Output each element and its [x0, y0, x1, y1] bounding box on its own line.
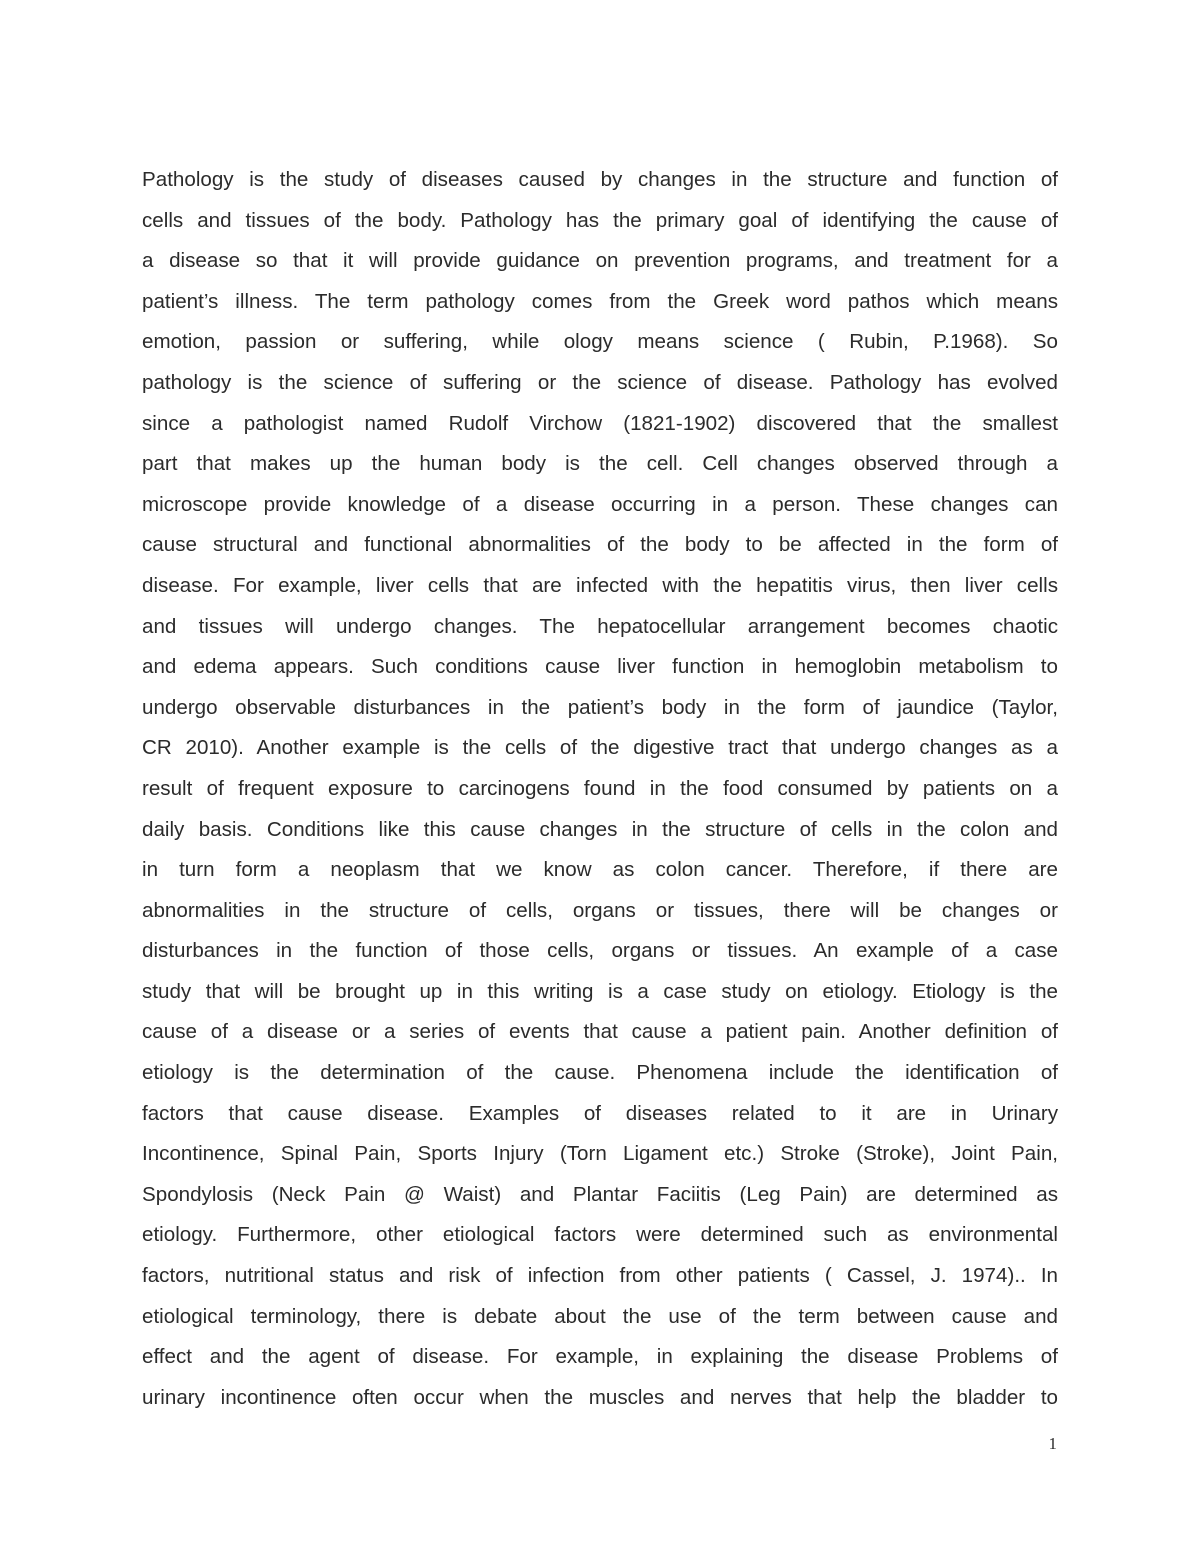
- text-line: Spondylosis (Neck Pain @ Waist) and Plantar Faciitis (Leg Pain) are determined as: [142, 1182, 1058, 1206]
- text-line: pathology is the science of suffering or the science of disease. Pathology has evolved: [142, 370, 1058, 394]
- text-line: study that will be brought up in this writing is a case study on etiology. Etiology is the: [142, 979, 1058, 1003]
- text-line: etiological terminology, there is debate about the use of the term between cause and: [142, 1304, 1058, 1328]
- text-line: effect and the agent of disease. For example, in explaining the disease Problems of: [142, 1345, 1058, 1369]
- text-line: disturbances in the function of those cells, organs or tissues. An example of a case: [142, 939, 1058, 963]
- text-line: disease. For example, liver cells that are infected with the hepatitis virus, then liver cells: [142, 573, 1058, 597]
- text-line: microscope provide knowledge of a disease occurring in a person. These changes can: [142, 492, 1058, 516]
- text-line: and edema appears. Such conditions cause liver function in hemoglobin metabolism to: [142, 655, 1058, 679]
- text-line: result of frequent exposure to carcinogens found in the food consumed by patients on a: [142, 776, 1058, 800]
- text-line: abnormalities in the structure of cells, organs or tissues, there will be changes or: [142, 898, 1058, 922]
- body-paragraph: [142, 160, 1058, 1418]
- text-line: emotion, passion or suffering, while ology means science ( Rubin, P.1968). So: [142, 330, 1058, 354]
- text-line: undergo observable disturbances in the patient’s body in the form of jaundice (Taylor,: [142, 695, 1058, 719]
- text-line: urinary incontinence often occur when the muscles and nerves that help the bladder to: [142, 1385, 1058, 1409]
- text-line: daily basis. Conditions like this cause changes in the structure of cells in the colon and: [142, 817, 1058, 841]
- text-line: cause of a disease or a series of events that cause a patient pain. Another definition of: [142, 1020, 1058, 1044]
- text-line: factors that cause disease. Examples of diseases related to it are in Urinary: [142, 1101, 1058, 1125]
- text-line: patient’s illness. The term pathology comes from the Greek word pathos which means: [142, 289, 1058, 313]
- text-line: etiology is the determination of the cause. Phenomena include the identification of: [142, 1061, 1058, 1085]
- text-line: Pathology is the study of diseases caused by changes in the structure and function of: [142, 168, 1058, 191]
- text-line: in turn form a neoplasm that we know as colon cancer. Therefore, if there are: [142, 858, 1058, 882]
- text-line: part that makes up the human body is the cell. Cell changes observed through a: [142, 452, 1058, 476]
- text-line: etiology. Furthermore, other etiological factors were determined such as environmental: [142, 1223, 1058, 1247]
- text-line: and tissues will undergo changes. The hepatocellular arrangement becomes chaotic: [142, 614, 1058, 638]
- page-number: 1: [1048, 1434, 1057, 1453]
- text-line: cause structural and functional abnormalities of the body to be affected in the form of: [142, 533, 1058, 557]
- text-line: a disease so that it will provide guidance on prevention programs, and treatment for a: [142, 249, 1058, 273]
- text-line: cells and tissues of the body. Pathology has the primary goal of identifying the cause of: [142, 208, 1058, 232]
- text-line: factors, nutritional status and risk of infection from other patients ( Cassel, J. 1974).. In: [142, 1264, 1058, 1288]
- text-line: since a pathologist named Rudolf Virchow (1821-1902) discovered that the smallest: [142, 411, 1058, 435]
- text-line: Incontinence, Spinal Pain, Sports Injury (Torn Ligament etc.) Stroke (Stroke), Joint Pain,: [142, 1142, 1058, 1166]
- text-line: CR 2010). Another example is the cells of the digestive tract that undergo changes as a: [142, 736, 1058, 760]
